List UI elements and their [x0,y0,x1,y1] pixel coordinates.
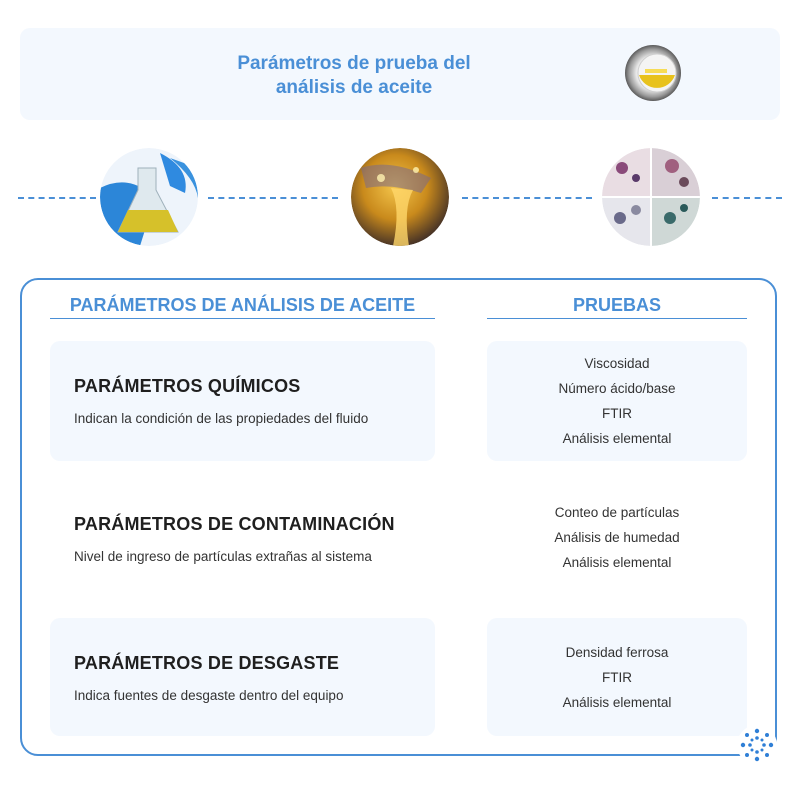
column-header-tests: PRUEBAS [572,295,661,315]
flask-photo [100,148,198,246]
oil-pour-photo [351,148,449,246]
column-header-parameters: PARÁMETROS DE ANÁLISIS DE ACEITE [69,295,416,315]
timeline-dash [712,197,782,199]
parameter-card-wear [50,618,435,736]
column-underline [487,318,747,319]
parameter-description: Indica fuentes de desgaste dentro del equipo [74,688,344,703]
oil-sample-icon [623,43,683,103]
parameter-card-contamination [50,480,435,600]
test-item: FTIR [602,406,632,421]
test-item: Densidad ferrosa [565,645,669,660]
title-line-1: Parámetros de prueba del [237,53,471,74]
test-item: Análisis elemental [562,695,672,710]
test-item: Análisis de humedad [554,530,680,545]
parameter-description: Indican la condición de las propiedades del fluido [74,411,369,426]
microscope-photo [602,148,700,246]
tests-list [487,640,747,715]
timeline-dash [462,197,592,199]
title-line-2: análisis de aceite [275,77,433,98]
tests-card-chemical [487,341,747,461]
tests-card-wear [487,618,747,736]
test-item: Conteo de partículas [554,505,680,520]
test-item: Análisis elemental [562,555,672,570]
tests-card-contamination [487,480,747,600]
parameter-title: PARÁMETROS QUÍMICOS [74,376,301,396]
parameter-description: Nivel de ingreso de partículas extrañas al sistema [74,549,372,564]
parameter-title: PARÁMETROS DE CONTAMINACIÓN [74,514,395,534]
parameter-title: PARÁMETROS DE DESGASTE [74,653,340,673]
test-item: Viscosidad [584,356,650,371]
timeline-dash [208,197,338,199]
header-card [20,28,780,120]
page-title [20,52,688,100]
test-item: FTIR [602,670,632,685]
timeline-dash [18,197,96,199]
column-underline [50,318,435,319]
test-item: Análisis elemental [562,431,672,446]
brand-logo-icon [736,724,778,766]
test-item: Número ácido/base [558,381,676,396]
tests-list [487,351,747,451]
tests-list [487,500,747,575]
parameter-card-chemical [50,341,435,461]
